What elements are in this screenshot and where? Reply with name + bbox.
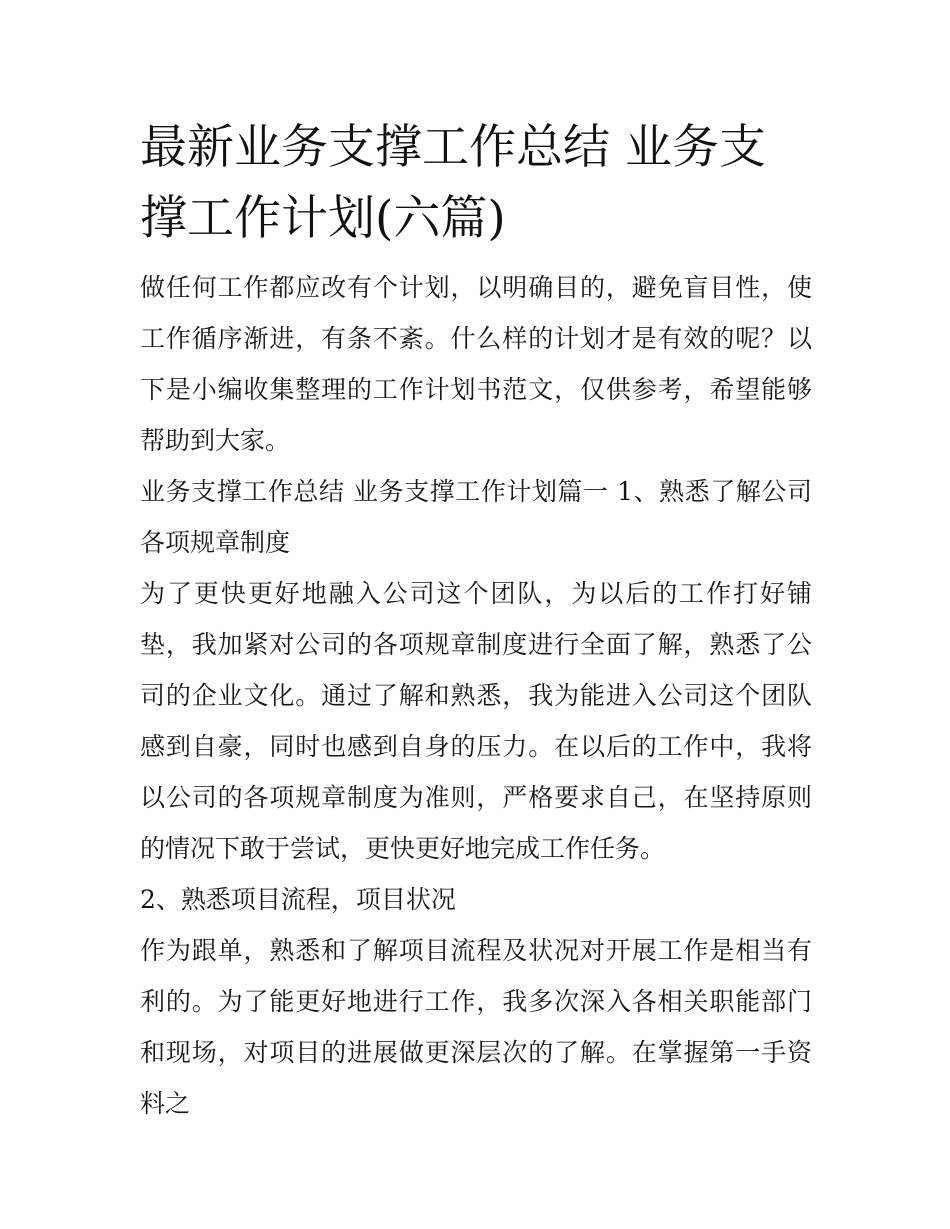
section-heading-2: 2、熟悉项目流程，项目状况 bbox=[140, 885, 456, 914]
document-title: 最新业务支撑工作总结 业务支撑工作计划(六篇) bbox=[140, 120, 766, 246]
document-body bbox=[140, 112, 812, 1129]
intro-paragraph: 做任何工作都应改有个计划，以明确目的，避免盲目性，使工作循序渐进，有条不紊。什么样的计划才是有效的呢？以下是小编收集整理的工作计划书范文，仅供参考，希望能够帮助到大家。 bbox=[140, 273, 812, 455]
section-heading-1: 业务支撑工作总结 业务支撑工作计划篇一 1、熟悉了解公司各项规章制度 bbox=[140, 477, 812, 557]
section-2-paragraph: 作为跟单，熟悉和了解项目流程及状况对开展工作是相当有利的。为了能更好地进行工作，我多次深入各相关职能部门和现场，对项目的进展做更深层次的了解。在掌握第一手资料之 bbox=[140, 936, 812, 1118]
section-1-paragraph: 为了更快更好地融入公司这个团队，为以后的工作打好铺垫，我加紧对公司的各项规章制度进行全面了解，熟悉了公司的企业文化。通过了解和熟悉，我为能进入公司这个团队感到自豪，同时也感到自身的压力。在以后的工作中，我将以公司的各项规章制度为准则，严格要求自己，在坚持原则的情况下敢于尝试，更快更好地完成工作任务。 bbox=[140, 579, 812, 863]
